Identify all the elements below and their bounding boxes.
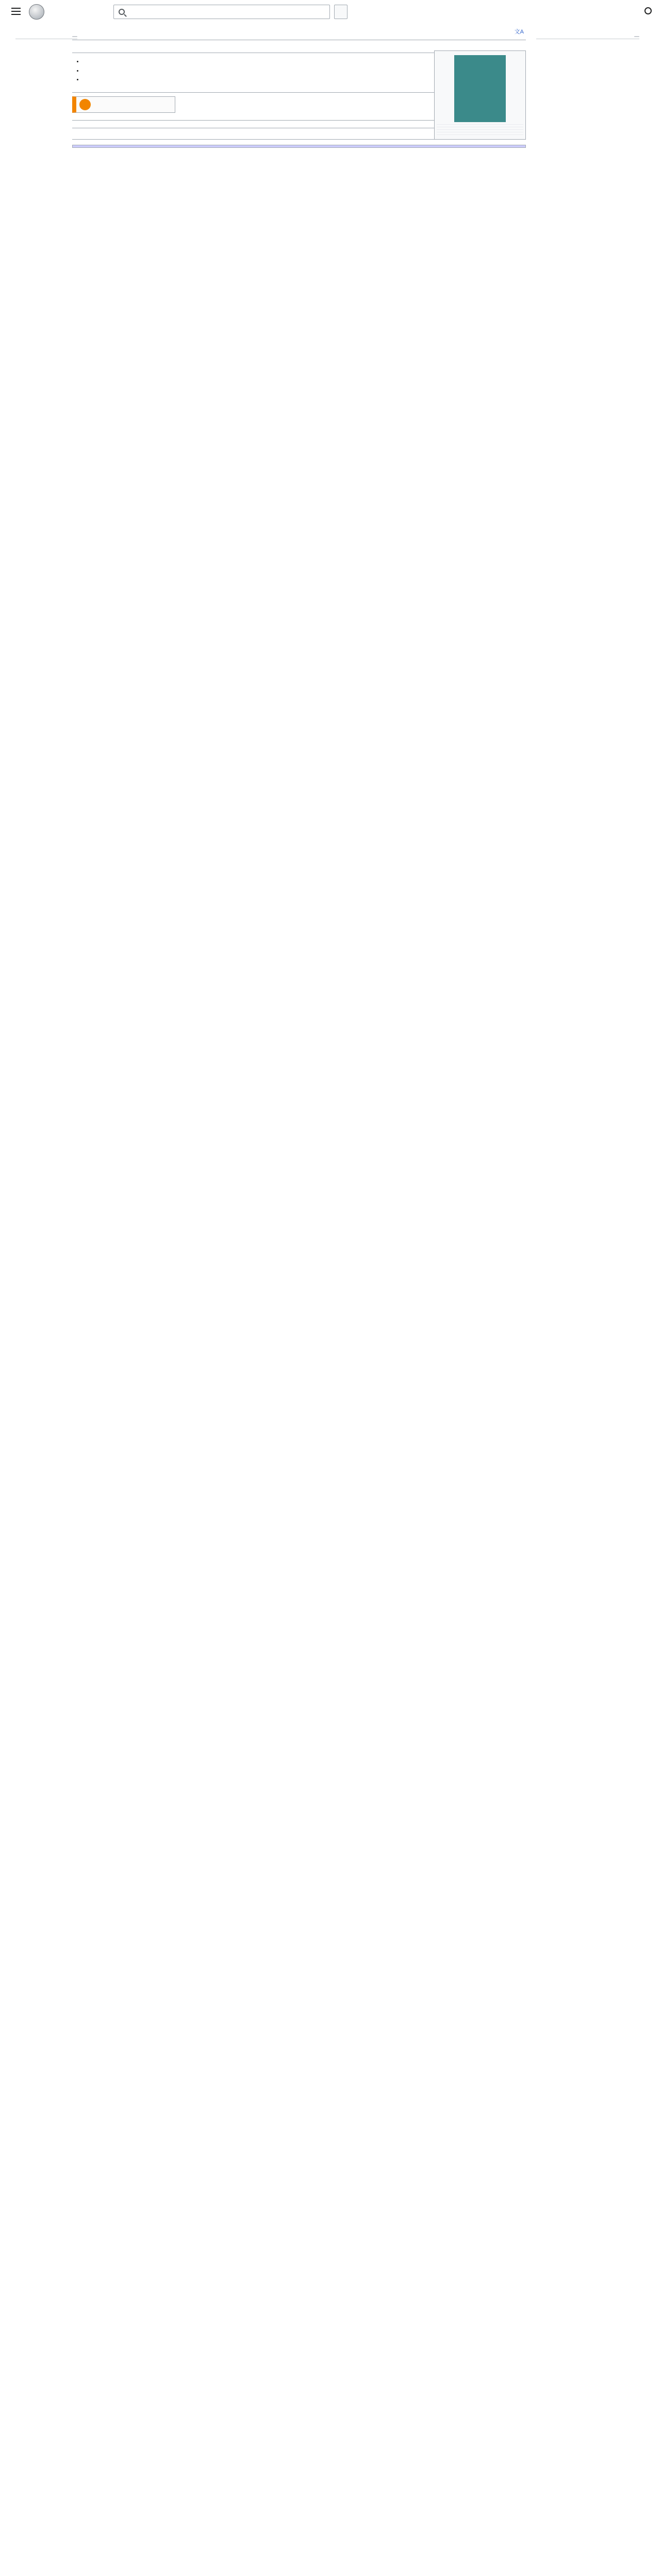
globe-icon (29, 4, 44, 20)
ethics-navbox (72, 145, 526, 148)
search-input[interactable] (113, 5, 330, 19)
infobox (434, 50, 526, 140)
book-cover-image[interactable] (454, 55, 506, 122)
main-menu-icon[interactable] (11, 8, 21, 15)
language-button[interactable] (515, 28, 526, 37)
infobox-row (437, 134, 523, 137)
expansion-notice (72, 96, 175, 113)
toc-item[interactable] (15, 57, 77, 59)
appearance-hide-button[interactable] (634, 36, 639, 37)
user-menu-icon[interactable] (644, 7, 652, 14)
search-icon (119, 9, 125, 15)
navbox-title[interactable] (73, 145, 525, 147)
main-content (72, 28, 526, 148)
appearance-panel (536, 36, 639, 43)
table-of-contents (15, 36, 77, 59)
expand-icon (79, 99, 91, 110)
site-header (0, 0, 662, 25)
wikipedia-logo[interactable] (29, 4, 47, 20)
search-button[interactable] (334, 5, 347, 19)
language-icon: 文A (514, 29, 524, 35)
